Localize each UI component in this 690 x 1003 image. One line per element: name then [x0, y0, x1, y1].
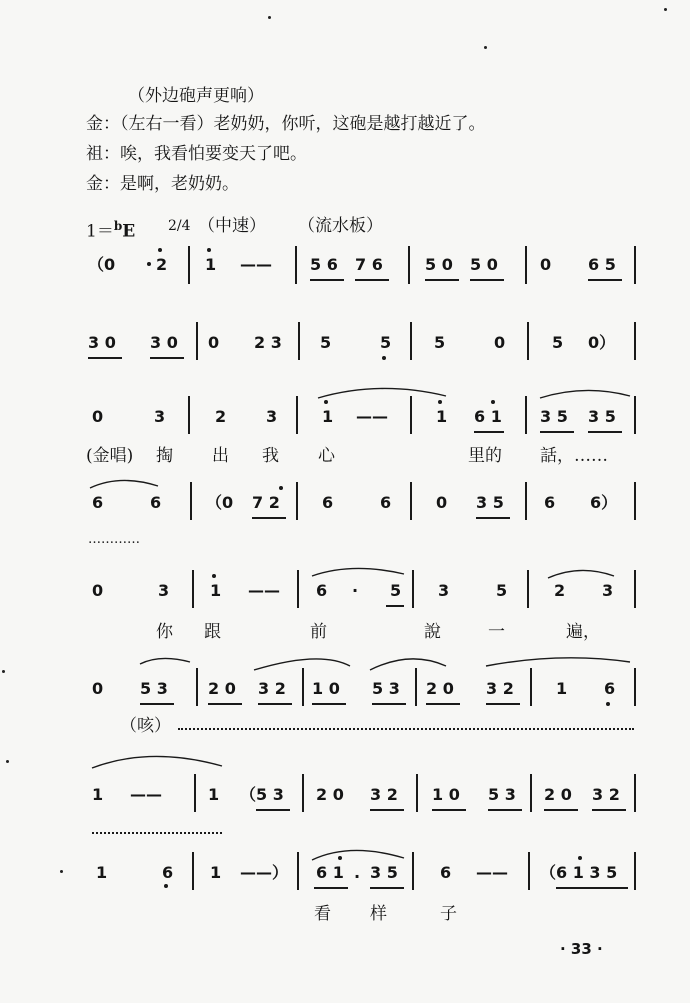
note: 0） — [588, 333, 616, 352]
note: 3 5 — [476, 493, 504, 512]
key-note: E — [122, 221, 136, 242]
note: 6） — [590, 493, 618, 512]
note: 3 — [602, 581, 614, 600]
note: 5 3 — [372, 679, 400, 698]
note: 3 — [154, 407, 166, 426]
note: 1 — [208, 785, 220, 804]
slur — [370, 659, 446, 670]
note: 3 2 — [486, 679, 514, 698]
lyric: 样 — [370, 904, 387, 924]
tempo-marking: （中速） — [198, 216, 266, 236]
slur — [548, 570, 614, 578]
note: 1 — [205, 255, 217, 274]
stage-direction: （外边砲声更响） — [128, 86, 264, 106]
scan-speck — [664, 8, 667, 11]
note: 5 3 — [488, 785, 516, 804]
slur — [92, 756, 222, 768]
lyric: 前 — [310, 622, 327, 642]
note: . — [354, 863, 361, 882]
slur — [486, 658, 630, 666]
note: 6 — [316, 581, 328, 600]
note: · — [352, 581, 359, 600]
scan-speck — [268, 16, 271, 19]
note: 5 — [552, 333, 564, 352]
lyric: 一 — [488, 622, 505, 642]
note: 3 5 — [540, 407, 568, 426]
note: 5 6 — [310, 255, 338, 274]
note: 5 — [390, 581, 402, 600]
note: 0 — [494, 333, 506, 352]
slur — [90, 480, 158, 488]
note: —— — [240, 255, 272, 274]
note: 5 0 — [470, 255, 498, 274]
lyric: 出 — [212, 446, 229, 466]
style-marking: （流水板） — [298, 216, 383, 236]
lyric: 話，…… — [540, 446, 608, 466]
lyric: 心 — [318, 446, 335, 466]
slur — [312, 850, 404, 860]
note: 1 — [92, 785, 104, 804]
note: 3 5 — [370, 863, 398, 882]
note: —— — [356, 407, 388, 426]
lyric: 子 — [440, 904, 457, 924]
note: 3 2 — [592, 785, 620, 804]
note: 3 2 — [258, 679, 286, 698]
slur — [540, 390, 630, 398]
note: 1 — [556, 679, 568, 698]
note: 6 — [544, 493, 556, 512]
note: 1 — [210, 863, 222, 882]
note: ——） — [240, 863, 289, 882]
note: 6 — [322, 493, 334, 512]
note: 6 5 — [588, 255, 616, 274]
lyric: (金唱) — [86, 446, 134, 466]
note: 6 — [380, 493, 392, 512]
lyric: 看 — [314, 904, 331, 924]
lyric: 說 — [424, 622, 441, 642]
note: 5 — [380, 333, 392, 352]
note: 3 5 — [588, 407, 616, 426]
note: 1 — [96, 863, 108, 882]
note: 6 — [440, 863, 452, 882]
note: 6 1 — [474, 407, 502, 426]
note: （0 — [88, 255, 116, 274]
note: 1 — [210, 581, 222, 600]
note: 6 — [604, 679, 616, 698]
speaker-label: 金： — [86, 114, 120, 134]
lyric: 掏 — [156, 446, 173, 466]
note: 5 — [320, 333, 332, 352]
note: 1 — [436, 407, 448, 426]
lyric: 里的 — [468, 446, 502, 466]
scan-speck — [60, 870, 63, 873]
note: 0 — [92, 679, 104, 698]
note: 3 — [438, 581, 450, 600]
note: —— — [476, 863, 508, 882]
lyric: 你 — [156, 622, 173, 642]
key-prefix: 1＝ — [86, 221, 114, 242]
lyric: 遍， — [566, 622, 600, 642]
note: 5 0 — [425, 255, 453, 274]
slur — [312, 568, 404, 576]
note: 2 0 — [208, 679, 236, 698]
note: 0 — [208, 333, 220, 352]
note: —— — [248, 581, 280, 600]
note: （0 — [206, 493, 234, 512]
note: 1 0 — [432, 785, 460, 804]
scan-speck — [2, 670, 5, 673]
page-number: · 33 · — [560, 940, 603, 958]
note: 6 — [150, 493, 162, 512]
time-signature: 2/4 — [168, 218, 191, 234]
slur — [140, 658, 190, 664]
line-text: 是啊，老奶奶。 — [120, 174, 239, 194]
note: 2 0 — [426, 679, 454, 698]
note: 5 3 — [140, 679, 168, 698]
lyric: 跟 — [204, 622, 221, 642]
lyric: （咳） — [120, 716, 171, 736]
speaker-label: 金： — [86, 174, 120, 194]
note: 2 3 — [254, 333, 282, 352]
note: 2 0 — [544, 785, 572, 804]
note: 1 0 — [312, 679, 340, 698]
scan-speck — [484, 46, 487, 49]
note: 5 — [496, 581, 508, 600]
note: 1 — [322, 407, 334, 426]
note: 3 — [158, 581, 170, 600]
note: 0 — [540, 255, 552, 274]
slur — [318, 388, 446, 398]
note: 3 0 — [88, 333, 116, 352]
note: —— — [130, 785, 162, 804]
note: 5 — [434, 333, 446, 352]
note: 6 — [92, 493, 104, 512]
note: （6 1 3 5 — [540, 863, 618, 882]
note: 2 — [156, 255, 168, 274]
lyric: ………… — [88, 532, 140, 547]
note: 7 2 — [252, 493, 280, 512]
speaker-label: 祖： — [86, 144, 120, 164]
key-flat: b — [113, 219, 123, 233]
line-text: 唉，我看怕要变天了吧。 — [120, 144, 307, 164]
note: 0 — [92, 581, 104, 600]
note: 6 1 — [316, 863, 344, 882]
note: （5 3 — [240, 785, 284, 804]
note: 3 — [266, 407, 278, 426]
note: 2 — [554, 581, 566, 600]
lyric: 我 — [262, 446, 279, 466]
note: 6 — [162, 863, 174, 882]
line-text: （左右一看）老奶奶，你听，这砲是越打越近了。 — [120, 114, 486, 134]
slur — [254, 659, 350, 670]
note: 3 0 — [150, 333, 178, 352]
note: 0 — [92, 407, 104, 426]
note: 7 6 — [355, 255, 383, 274]
note: 3 2 — [370, 785, 398, 804]
note: 2 0 — [316, 785, 344, 804]
scan-speck — [6, 760, 9, 763]
note: 2 — [215, 407, 227, 426]
note: 0 — [436, 493, 448, 512]
